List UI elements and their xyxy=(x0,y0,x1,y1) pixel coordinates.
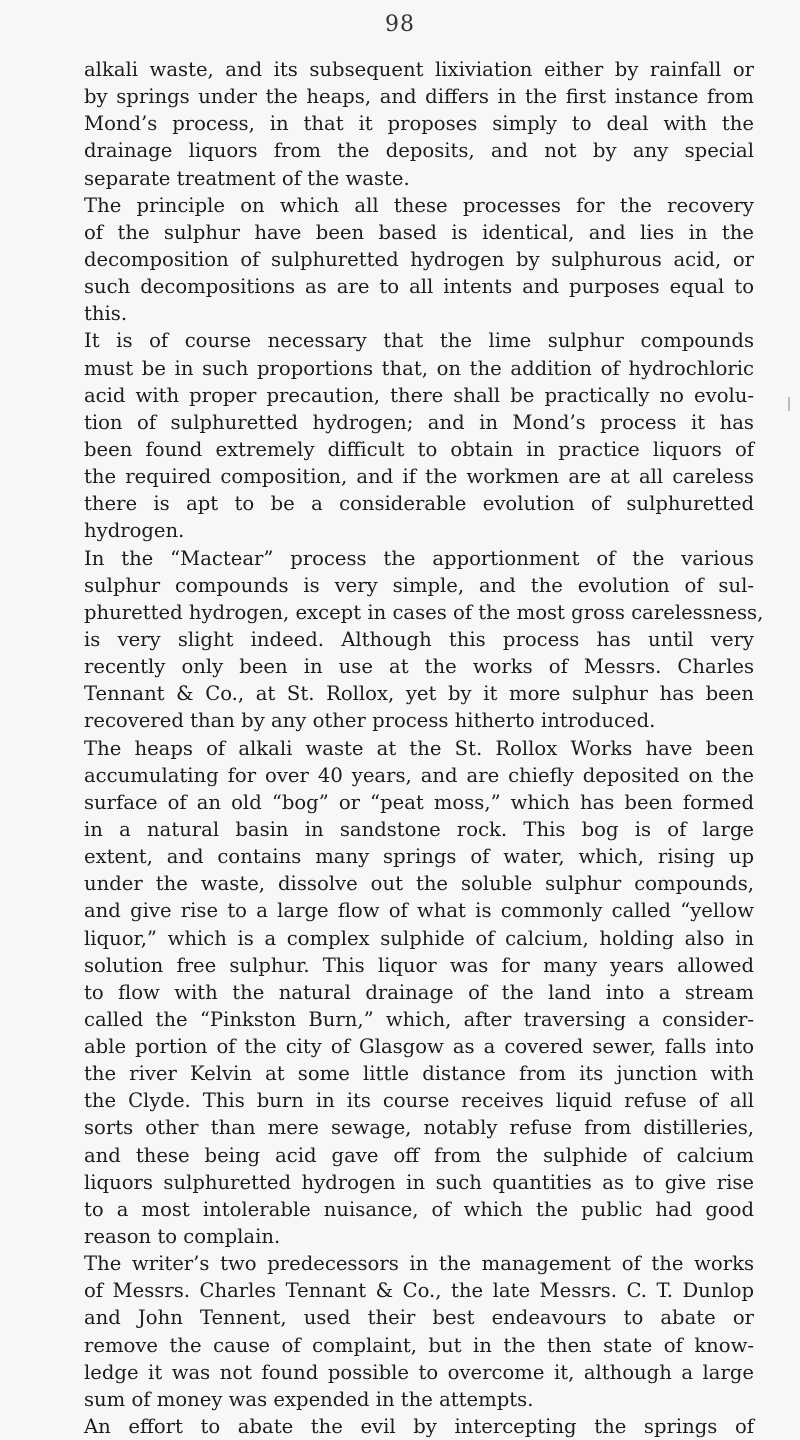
text-line: and these being acid gave off from the sulphide of calcium xyxy=(84,1143,754,1167)
text-line: and John Tennent, used their best endeavours to abate or xyxy=(84,1306,754,1330)
text-line: remove the cause of complaint, but in the then state of know- xyxy=(84,1333,754,1357)
text-line: Tennant & Co., at St. Rollox, yet by it more sulphur has been xyxy=(84,682,754,706)
text-line: by springs under the heaps, and differs in the first instance from xyxy=(84,85,754,109)
text-line: there is apt to be a considerable evolution of sulphuretted xyxy=(84,492,754,516)
text-line: liquor,” which is a complex sulphide of calcium, holding also in xyxy=(84,926,754,950)
text-line: to flow with the natural drainage of the land into a stream xyxy=(84,980,754,1004)
text-line: The writer’s two predecessors in the management of the works xyxy=(84,1252,754,1276)
text-line: decomposition of sulphuretted hydrogen by sulphurous acid, or xyxy=(84,247,754,271)
text-line: the river Kelvin at some little distance from its junction with xyxy=(84,1062,754,1086)
text-line: liquors sulphuretted hydrogen in such quantities as to give rise xyxy=(84,1170,754,1194)
text-line: solution free sulphur. This liquor was for many years allowed xyxy=(84,953,754,977)
page-number: 98 xyxy=(385,12,415,37)
text-line: Mond’s process, in that it proposes simply to deal with the xyxy=(84,112,754,136)
margin-mark xyxy=(788,397,790,411)
text-line: sorts other than mere sewage, notably refuse from distilleries, xyxy=(84,1116,754,1140)
text-line: hydrogen. xyxy=(84,519,185,543)
text-line: ledge it was not found possible to overcome it, although a large xyxy=(84,1360,754,1384)
text-line: under the waste, dissolve out the soluble sulphur compounds, xyxy=(84,872,754,896)
text-line: extent, and contains many springs of water, which, rising up xyxy=(84,845,754,869)
text-line: the Clyde. This burn in its course receives liquid refuse of all xyxy=(84,1089,754,1113)
text-line: this. xyxy=(84,302,128,326)
text-line: to a most intolerable nuisance, of which the public had good xyxy=(84,1197,754,1221)
text-line: surface of an old “bog” or “peat moss,” which has been formed xyxy=(84,790,754,814)
text-line: The principle on which all these processes for the recovery xyxy=(84,193,754,217)
text-line: recovered than by any other process hitherto introduced. xyxy=(84,709,656,733)
text-line: sum of money was expended in the attempts. xyxy=(84,1387,534,1411)
body-text xyxy=(84,56,764,1440)
text-line: phuretted hydrogen, except in cases of the most gross carelessness, xyxy=(84,600,764,624)
text-line: of Messrs. Charles Tennant & Co., the late Messrs. C. T. Dunlop xyxy=(84,1279,754,1303)
text-line: It is of course necessary that the lime sulphur compounds xyxy=(84,329,754,353)
text-line: tion of sulphuretted hydrogen; and in Mond’s process it has xyxy=(84,410,754,434)
text-line: sulphur compounds is very simple, and the evolution of sul- xyxy=(84,573,754,597)
text-line: in a natural basin in sandstone rock. This bog is of large xyxy=(84,817,754,841)
text-line: accumulating for over 40 years, and are chiefly deposited on the xyxy=(84,763,754,787)
text-line: In the “Mactear” process the apportionment of the various xyxy=(84,546,754,570)
text-line: and give rise to a large flow of what is commonly called “yellow xyxy=(84,899,754,923)
text-line: The heaps of alkali waste at the St. Rollox Works have been xyxy=(84,736,754,760)
text-line: been found extremely difficult to obtain in practice liquors of xyxy=(84,437,754,461)
text-line: drainage liquors from the deposits, and not by any special xyxy=(84,139,754,163)
text-line: reason to complain. xyxy=(84,1225,281,1249)
text-line: alkali waste, and its subsequent lixiviation either by rainfall or xyxy=(84,58,754,81)
text-line: the required composition, and if the workmen are at all careless xyxy=(84,465,754,489)
text-line: such decompositions as are to all intents and purposes equal to xyxy=(84,275,754,299)
text-line: recently only been in use at the works of Messrs. Charles xyxy=(84,655,754,679)
text-line: able portion of the city of Glasgow as a covered sewer, falls into xyxy=(84,1035,754,1059)
text-line: An effort to abate the evil by intercepting the springs of xyxy=(84,1415,754,1439)
text-line: is very slight indeed. Although this process has until very xyxy=(84,627,754,651)
text-line: called the “Pinkston Burn,” which, after traversing a consider- xyxy=(84,1007,754,1031)
text-line: of the sulphur have been based is identical, and lies in the xyxy=(84,220,754,244)
text-line: separate treatment of the waste. xyxy=(84,166,410,190)
text-line: acid with proper precaution, there shall be practically no evolu- xyxy=(84,383,754,407)
text-line: must be in such proportions that, on the addition of hydrochloric xyxy=(84,356,754,380)
